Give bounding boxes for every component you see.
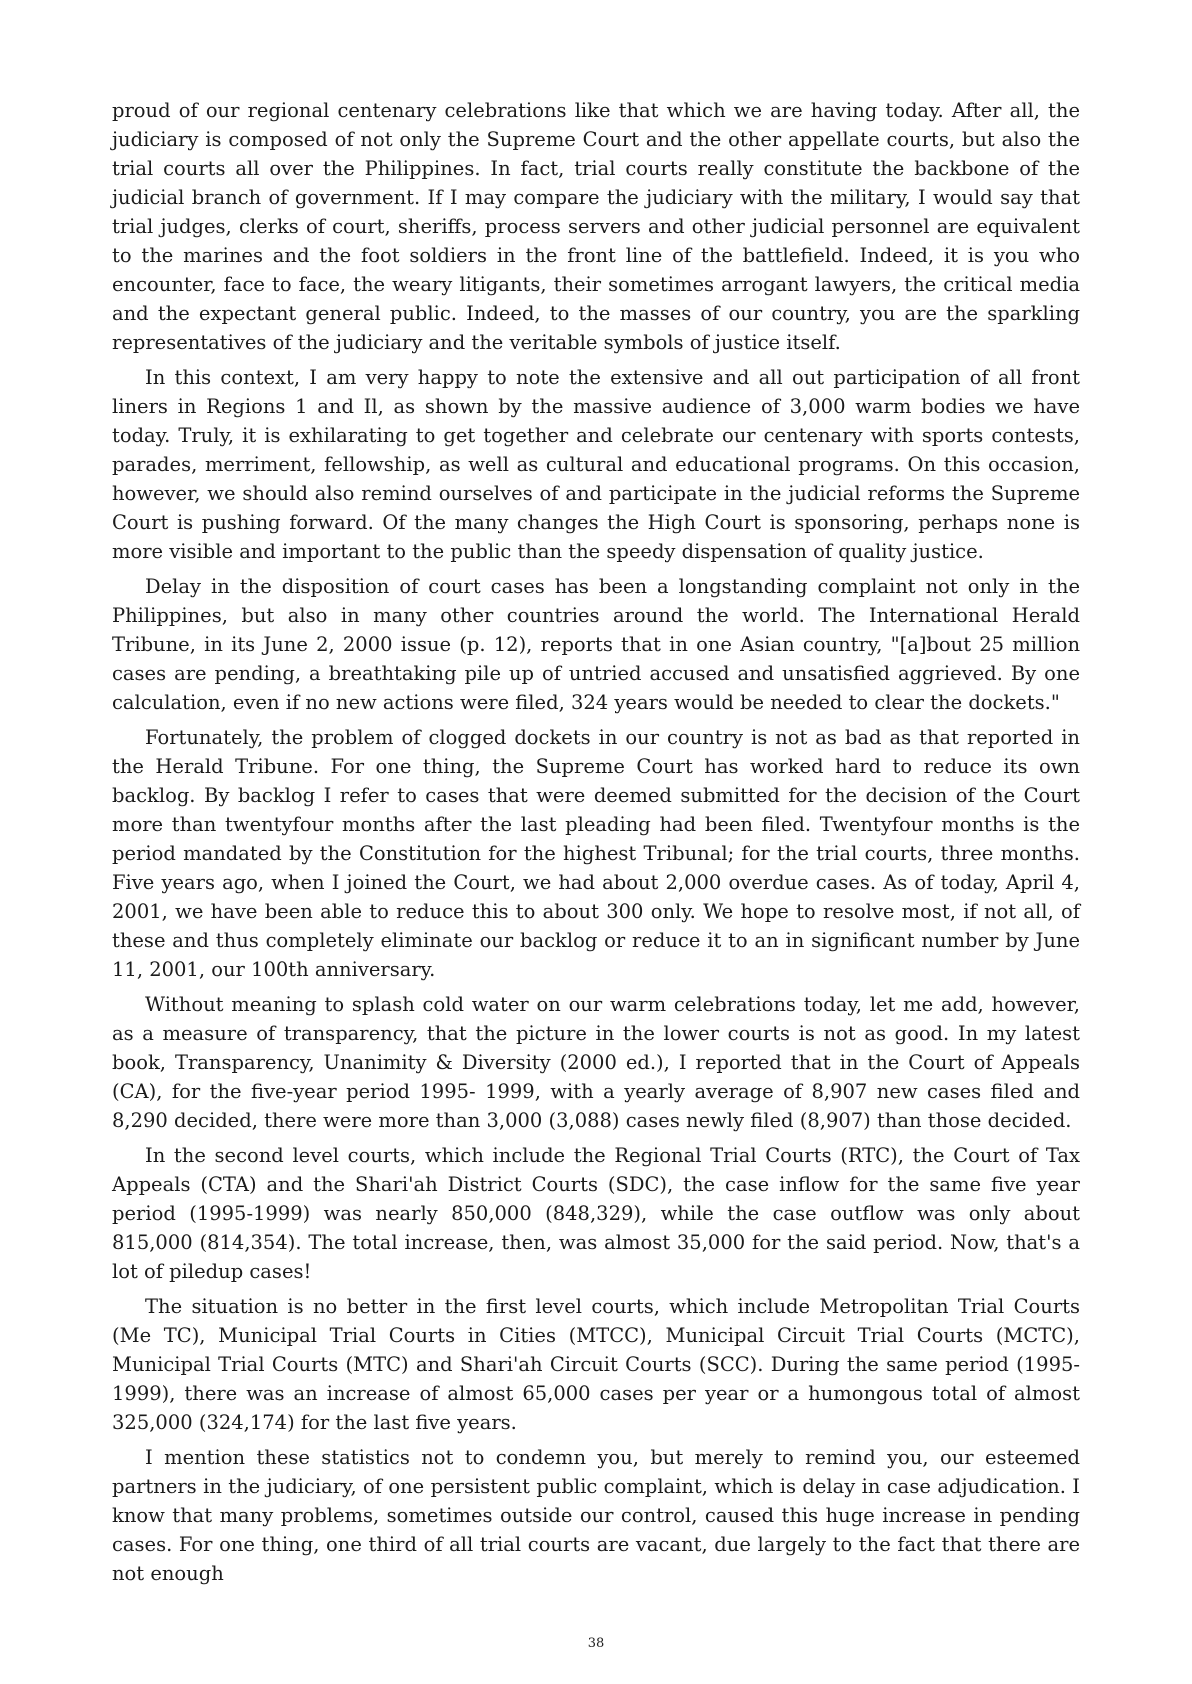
- paragraph: In this context, I am very happy to note the extensive and all out participation of all front liners in Regions 1 and Il, as shown by the massive audience of 3,000 warm bodies we have today. Truly, it is exhilarating to get together and celebrate our centenary with sports contests, parades, merriment, fellowship, as well as cultural and educational programs. On this occasion, however, we should also remind ourselves of and participate in the judicial reforms the Supreme Court is pushing forward. Of the many changes the High Court is sponsoring, perhaps none is more visible and important to the public than the speedy dispensation of quality justice.: [112, 366, 1080, 563]
- paragraph: The situation is no better in the first level courts, which include Metropolitan Trial Courts (Me TC), Municipal Trial Courts in Cities (MTCC), Municipal Circuit Trial Courts (MCTC), Municipal Trial Courts (MTC) and Shari'ah Circuit Courts (SCC). During the same period (1995-1999), there was an increase of almost 65,000 cases per year or a humongous total of almost 325,000 (324,174) for the last five years.: [112, 1295, 1080, 1434]
- paragraph: In the second level courts, which include the Regional Trial Courts (RTC), the Court of Tax Appeals (CTA) and the Shari'ah District Courts (SDC), the case inflow for the same five year period (1995-1999) was nearly 850,000 (848,329), while the case outflow was only about 815,000 (814,354). The total increase, then, was almost 35,000 for the said period. Now, that's a lot of piledup cases!: [112, 1144, 1080, 1283]
- paragraph: Delay in the disposition of court cases has been a longstanding complaint not only in the Philippines, but also in many other countries around the world. The International Herald Tribune, in its June 2, 2000 issue (p. 12), reports that in one Asian country, "[a]bout 25 million cases are pending, a breathtaking pile up of untried accused and unsatisfied aggrieved. By one calculation, even if no new actions were filed, 324 years would be needed to clear the dockets.": [112, 575, 1080, 714]
- paragraph: Without meaning to splash cold water on our warm celebrations today, let me add, however, as a measure of transparency, that the picture in the lower courts is not as good. In my latest book, Transparency, Unanimity & Diversity (2000 ed.), I reported that in the Court of Appeals (CA), for the five-year period 1995- 1999, with a yearly average of 8,907 new cases filed and 8,290 decided, there were more than 3,000 (3,088) cases newly filed (8,907) than those decided.: [112, 993, 1080, 1132]
- page-body: [112, 96, 1080, 1594]
- paragraph-continued: proud of our regional centenary celebrations like that which we are having today. After all, the judiciary is composed of not only the Supreme Court and the other appellate courts, but also the trial courts all over the Philippines. In fact, trial courts really constitute the backbone of the judicial branch of government. If I may compare the judiciary with the military, I would say that trial judges, clerks of court, sheriffs, process servers and other judicial personnel are equivalent to the marines and the foot soldiers in the front line of the battlefield. Indeed, it is you who encounter, face to face, the weary litigants, their sometimes arrogant lawyers, the critical media and the expectant general public. Indeed, to the masses of our country, you are the sparkling representatives of the judiciary and the veritable symbols of justice itself.: [112, 99, 1080, 354]
- page-number: 38: [587, 1636, 605, 1651]
- paragraph-last: I mention these statistics not to condemn you, but merely to remind you, our esteemed partners in the judiciary, of one persistent public complaint, which is delay in case adjudication. I know that many problems, sometimes outside our control, caused this huge increase in pending cases. For one thing, one third of all trial courts are vacant, due largely to the fact that there are not enough: [112, 1446, 1080, 1585]
- paragraph: Fortunately, the problem of clogged dockets in our country is not as bad as that reported in the Herald Tribune. For one thing, the Supreme Court has worked hard to reduce its own backlog. By backlog I refer to cases that were deemed submitted for the decision of the Court more than twentyfour months after the last pleading had been filed. Twentyfour months is the period mandated by the Constitution for the highest Tribunal; for the trial courts, three months. Five years ago, when I joined the Court, we had about 2,000 overdue cases. As of today, April 4, 2001, we have been able to reduce this to about 300 only. We hope to resolve most, if not all, of these and thus completely eliminate our backlog or reduce it to an in significant number by June 11, 2001, our 100th anniversary.: [112, 726, 1080, 981]
